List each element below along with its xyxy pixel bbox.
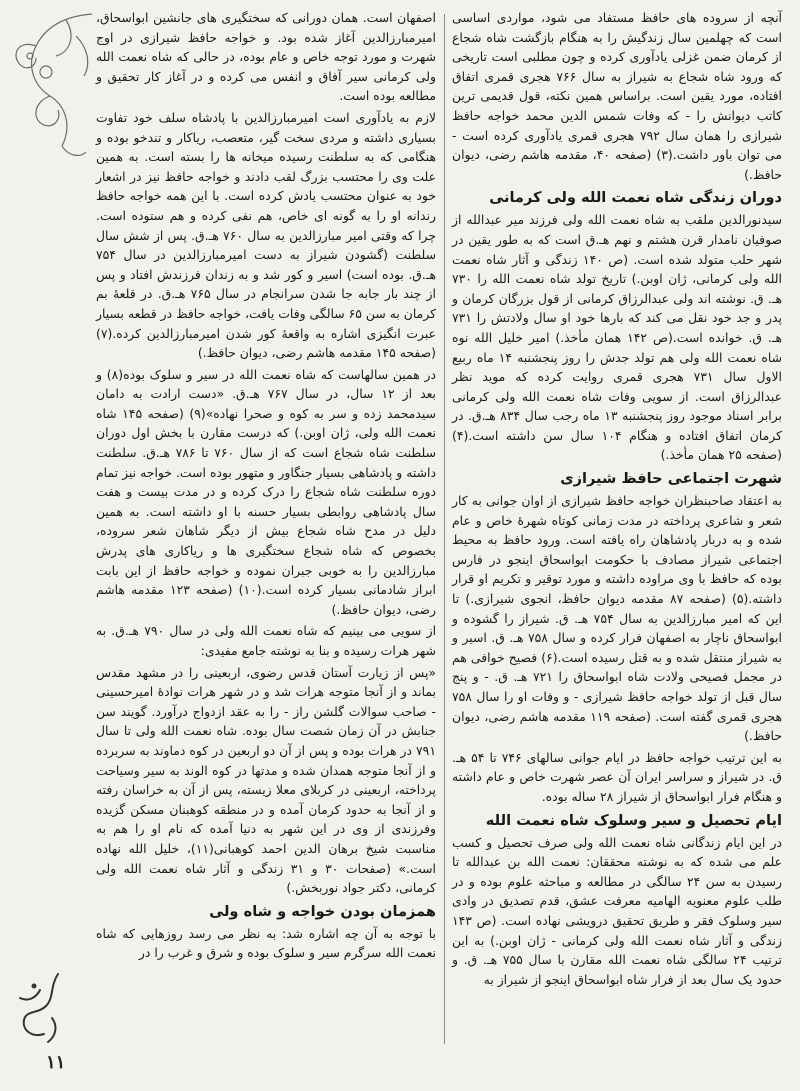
section-heading: همزمان بودن خواجه و شاه ولی	[209, 902, 436, 920]
paragraph: در این ایام زندگانی شاه نعمت الله ولی صرف تحصیل و کسب علم می شده که به نوشته محققان: نعمت الله بن عبدالله تا رسیدن به سن ۲۴ سالگی در مطالعه و مباحثه علوم بوده و در طلب علوم معنویه الهامیه معرفت عشق، قدم تصدیق در وادی سیر وسلوک فقر و طریق تحقیق درویشی نهاده است. (ص ۱۴۳ زندگی و آثار شاه نعمت الله ولی کرمانی - ژان اوبن.) به این ترتیب ۲۴ سالگی شاه نعمت الله مقارن با سال ۷۵۵ هـ. ق. و حدود یک سال بعد از فرار شاه ابواسحاق اینجو از شیراز به	[452, 834, 782, 987]
quote-paragraph: «پس از زیارت آستان قدس رضوی، اربعینی را در مشهد مقدس بماند و از آنجا متوجه هرات شد و در شهر هرات نوادهٔ امیرحسینی - صاحب سوالات گلشن راز - را به عقد ازدواج درآورد. گویند سن جنابش در آن زمان شصت سال بوده. شاه نعمت الله ولی تا سال ۷۹۱ در هرات بوده و پس از آن دو اربعین در کوه دماوند به سربرده و از آنجا متوجه همدان شده و مدتها در کوه الوند به سیر وسیاحت پرداخته، اربعینی در کربلای معلا زیسته، پس از آن به خراسان رفته و از آنجا به حدود کرمان آمده و در منطقه کوهبنان مسکن گزیده وفرزندی از وی در این شهر به دنیا آمده که نام او را هم به مناسبت شیخ برهان الدین احمد کوهبانی(۱۱)، خلیل الله نهاده است.» (صفحات ۳۰ و ۳۱ زندگی و آثار شاه نعمت الله ولی کرمانی، دکتر جواد نوربخش.)	[96, 664, 436, 896]
section-heading: دوران زندگی شاه نعمت الله ولی کرمانی	[489, 189, 782, 207]
paragraph: از سویی می بینیم که شاه نعمت الله ولی در سال ۷۹۰ هـ.ق. به شهر هرات رسیده و بنا به نوشته جامع مفیدی:	[96, 623, 437, 658]
right-column	[452, 8, 782, 991]
paragraph: سیدنورالدین ملقب به شاه نعمت الله ولی فرزند میر عبدالله از صوفیان نامدار قرن هشتم و نهم هـ.ق است که به طور یقین در شهر حلب متولد شده است. (ص ۱۴۰ زندگی و آثار شاه نعمت الله ولی کرمانی، ژان اوبن.) تاریخ تولد شاه نعمت الله را ۷۳۰ هـ. ق. نوشته اند ولی عبدالرزاق کرمانی از قول بزرگان کرمان و پدر و جد خود نقل می کند که بارها خود او سال ولادتش را ۷۳۱ هـ. ق. خوانده است.(ص ۱۴۲ همان مأخذ.) امیر خلیل الله نوه شاه نعمت الله ولی هم تولد جدش را روز پنجشنبه ۱۴ ماه ربیع الاول سال ۷۳۱ هجری قمری روایت کرده که موید نظر عبدالرزاق است. از سویی وفات شاه نعمت الله ولی کرمانی برابر اسناد موجود روز پنجشنبه ۱۳ ماه رجب سال ۸۳۴ هـ.ق. در کرمان اتفاق افتاده و هنگام ۱۰۴ سال سن داشته است.(۴) (صفحه ۲۵ همان مأخذ.)	[452, 212, 782, 463]
column-divider	[444, 14, 445, 1044]
section-heading: شهرت اجتماعی حافظ شیرازی	[560, 470, 782, 488]
page-number: ۱۱	[46, 1052, 66, 1073]
paragraph: اصفهان است. همان دورانی که سختگیری های جانشین ابواسحاق، امیرمبارزالدین آغاز شده بود. و خواجه حافظ شیرازی در اوج شهرت و مورد توجه خاص و عام بوده، در حالی که شاه نعمت الله ولی کرمانی سیر آفاق و انفس می کرده و در آغاز کار تحقیق و مطالعه بوده است.	[96, 10, 436, 104]
paragraph: لازم به یادآوری است امیرمبارزالدین با پادشاه سلف خود تفاوت بسیاری داشته و مردی سخت گیر، متعصب، ریاکار و تندخو بوده و هنگامی که به سلطنت رسیده میخانه ها را بسته است. به همین علت وی را محتسب بزرگ لقب دادند و خواجه حافظ نیز در اشعار خود به عنوان محتسب یادش کرده است. با این همه خواجه حافظ رندانه او را به گونه ای خاص، هم نفی کرده و هم ستوده است. چرا که وقتی امیر مبارزالدین به سال ۷۶۰ هـ.ق. پس از شش سال سلطنت (گشودن شیراز به دست امیرمبارزالدین در سال ۷۵۴ هـ.ق. بوده است) اسیر و کور شد و به زندان فرزندش افتاد و پس از چند بار جابه جا شدن سرانجام در سال ۷۶۵ هـ.ق. در قلعهٔ بم کرمان به سن ۶۵ سالگی وفات یافت، خواجه حافظ در قطعه بسیار عبرت انگیزی اشاره به واقعهٔ کور شدن امیرمبارزالدین کرده.(۷) (صفحه ۱۴۵ مقدمه هاشم رضی، دیوان حافظ.)	[96, 109, 437, 361]
paragraph: آنچه از سروده های حافظ مستفاد می شود، مواردی اساسی است که چهلمین سال زندگیش را به هنگام بازگشت شاه شجاع از کرمان ضمن غزلی یادآوری کرده و چون مطلبی است تاریخی که ورود شاه شجاع به شیراز به سال ۷۶۶ هجری قمری اتفاق افتاده، مورد یقین است. براساس همین نکته، قول قدیمی ترین کاتب دیوانش را - که وفات شمس الدین محمد خواجه حافظ شیرازی را همان سال ۷۹۲ هجری قمری یادآوری کرده است - می توان باور داشت.(۳) (صفحه ۴۰، مقدمه هاشم رضی، دیوان حافظ.)	[452, 10, 782, 182]
paragraph: به این ترتیب خواجه حافظ در ایام جوانی سالهای ۷۴۶ تا ۵۴ هـ. ق. در شیراز و سراسر ایران آن عصر شهرت خاص و عام داشته و هنگام فرار ابواسحاق از شیراز ۲۸ ساله بوده.	[452, 749, 782, 804]
left-column	[96, 8, 436, 965]
floral-ornament-icon	[6, 6, 106, 166]
paragraph: در همین سالهاست که شاه نعمت الله در سیر و سلوک بوده(۸) و بعد از ۱۲ سال، در سال ۷۶۷ هـ.ق. «دست ارادت به دامان سیدمحمد زده و سر به کوه و صحرا نهاده»(۹) (صفحه ۱۴۵ شاه نعمت الله ولی، ژان اوبن.) که درست مقارن با بخش اول دوران سلطنت شاه شجاع است که از سال ۷۶۰ تا ۷۸۶ هـ.ق. سلطنت داشته و پادشاهی بسیار جنگاور و متهور بوده است. خواجه نیز تمام دوره سلطنت شاه شجاع را درک کرده و در مدت بیست و هفت سال پادشاهی روابطی بسیار حسنه با او داشته است. به همین دلیل در مدح شاه شجاع بیش از دیگر شاهان شعر سروده، بخصوص که شاه شجاع سختگیری ها و ریاکاری های پدرش مبارزالدین را به خوبی جبران نموده و خواجه حافظ از این بابت ابراز شادمانی بسیار کرده است.(۱۰) (صفحه ۱۲۳ مقدمه هاشم رضی، دیوان حافظ.)	[96, 366, 437, 617]
section-heading: ایام تحصیل و سیر وسلوک شاه نعمت الله	[485, 811, 782, 829]
paragraph: به اعتقاد صاحبنظران خواجه حافظ شیرازی از اوان جوانی به کار شعر و شاعری پرداخته در مدت زمانی کوتاه شهرهٔ خاص و عام شده و به دربار پادشاهان راه یافته است. ورود حافظ به محیط اجتماعی شیراز مصادف با حکومت ابواسحاق اینجو در فارس بوده که حافظ با وی مراوده داشته و مورد توقیر و تکریم او قرار داشته.(۵) (صفحه ۸۷ مقدمه دیوان حافظ، انجوی شیرازی.) تا این که امیر مبارزالدین به سال ۷۵۴ هـ. ق. شیراز را گشوده و ابواسحاق ناچار به اصفهان فرار کرده و سال ۷۵۸ هـ. ق. اسیر و به شیراز منتقل شده و به قتل رسیده است.(۶) فصیح خوافی هم در مجمل فصیحی ولادت شاه ابواسحاق را ۷۲۱ هـ. ق. - و پنج سال قبل از تولد خواجه حافظ شیرازی - و وفات او را سال ۷۵۸ هجری قمری گفته است. (صفحه ۱۱۹ مقدمه هاشم رضی، دیوان حافظ.)	[452, 493, 783, 744]
paragraph: با توجه به آن چه اشاره شد: به نظر می رسد روزهایی که شاه نعمت الله سرگرم سیر و سلوک بوده و شرق و غرب را در	[96, 925, 436, 961]
calligraphy-signature-icon	[6, 968, 72, 1048]
